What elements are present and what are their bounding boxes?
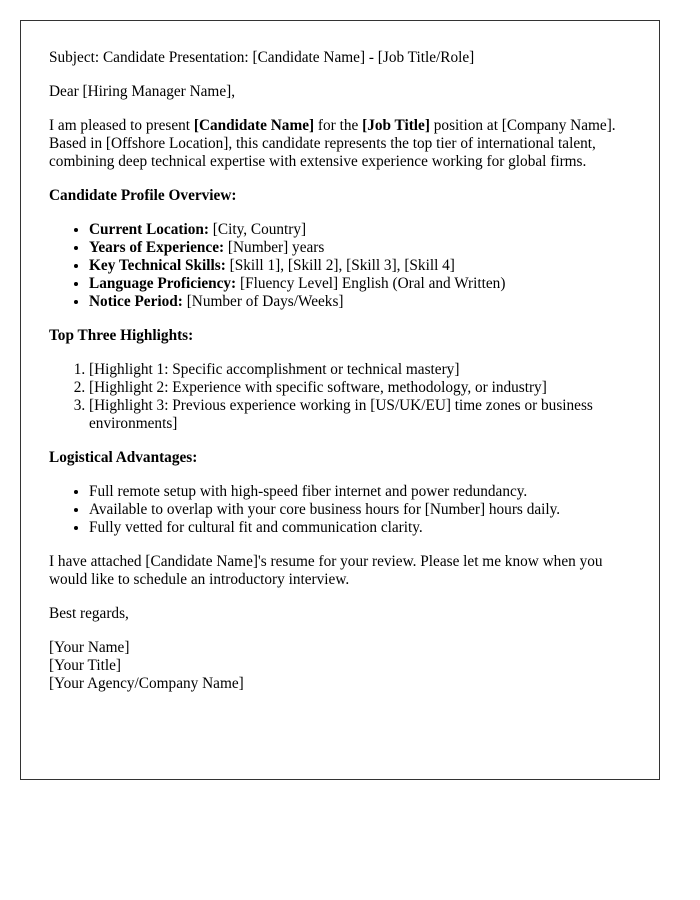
profile-item-notice [89, 293, 631, 311]
intro-text-3: position at [Company Name]. Based in [Offshore Location], this candidate represents the top tier of international talent, combining deep technical expertise with extensive experience working for global firms. [49, 117, 616, 170]
profile-item-location [89, 221, 631, 239]
sign-off: Best regards, [49, 605, 129, 622]
profile-value: [Skill 1], [Skill 2], [Skill 3], [Skill 4] [225, 257, 455, 274]
intro-paragraph [49, 117, 631, 171]
profile-value: [Number] years [224, 239, 325, 256]
logistics-list [49, 483, 631, 537]
intro-text-2: for the [314, 117, 363, 134]
profile-label: Key Technical Skills: [89, 257, 226, 274]
letter-document [20, 20, 660, 780]
candidate-name-bold: [Candidate Name] [193, 117, 315, 134]
highlights-heading: Top Three Highlights: [49, 327, 194, 344]
signature-block [49, 639, 631, 693]
profile-label: Language Proficiency: [89, 275, 237, 292]
highlight-item: 2. [Highlight 2: Experience with specific software, methodology, or industry] [89, 379, 631, 397]
profile-item-skills [89, 257, 631, 275]
intro-text-1: I am pleased to present [49, 117, 194, 134]
profile-item-experience [89, 239, 631, 257]
logistics-item: • Available to overlap with your core business hours for [Number] hours daily. [89, 501, 631, 519]
signature-title: [Your Title] [49, 657, 121, 674]
logistics-heading: Logistical Advantages: [49, 449, 198, 466]
profile-list [49, 221, 631, 311]
profile-value: [Number of Days/Weeks] [182, 293, 344, 310]
highlight-item: 3. [Highlight 3: Previous experience working in [US/UK/EU] time zones or business environments] [89, 397, 631, 433]
signature-name: [Your Name] [49, 639, 130, 656]
subject-line: Subject: Candidate Presentation: [Candidate Name] - [Job Title/Role] [49, 49, 475, 66]
profile-value: [City, Country] [208, 221, 307, 238]
profile-value: [Fluency Level] English (Oral and Written) [236, 275, 506, 292]
logistics-item: • Full remote setup with high-speed fiber internet and power redundancy. [89, 483, 631, 501]
logistics-item: • Fully vetted for cultural fit and communication clarity. [89, 519, 631, 537]
highlights-list [49, 361, 631, 433]
profile-item-language [89, 275, 631, 293]
signature-company: [Your Agency/Company Name] [49, 675, 244, 692]
closing-paragraph: I have attached [Candidate Name]'s resume for your review. Please let me know when you would like to schedule an introductory interview. [49, 553, 603, 588]
greeting: Dear [Hiring Manager Name], [49, 83, 236, 100]
profile-heading: Candidate Profile Overview: [49, 187, 237, 204]
job-title-bold: [Job Title] [362, 117, 430, 134]
profile-label: Notice Period: [89, 293, 183, 310]
highlight-item: 1. [Highlight 1: Specific accomplishment or technical mastery] [89, 361, 631, 379]
profile-label: Current Location: [89, 221, 209, 238]
profile-label: Years of Experience: [89, 239, 225, 256]
